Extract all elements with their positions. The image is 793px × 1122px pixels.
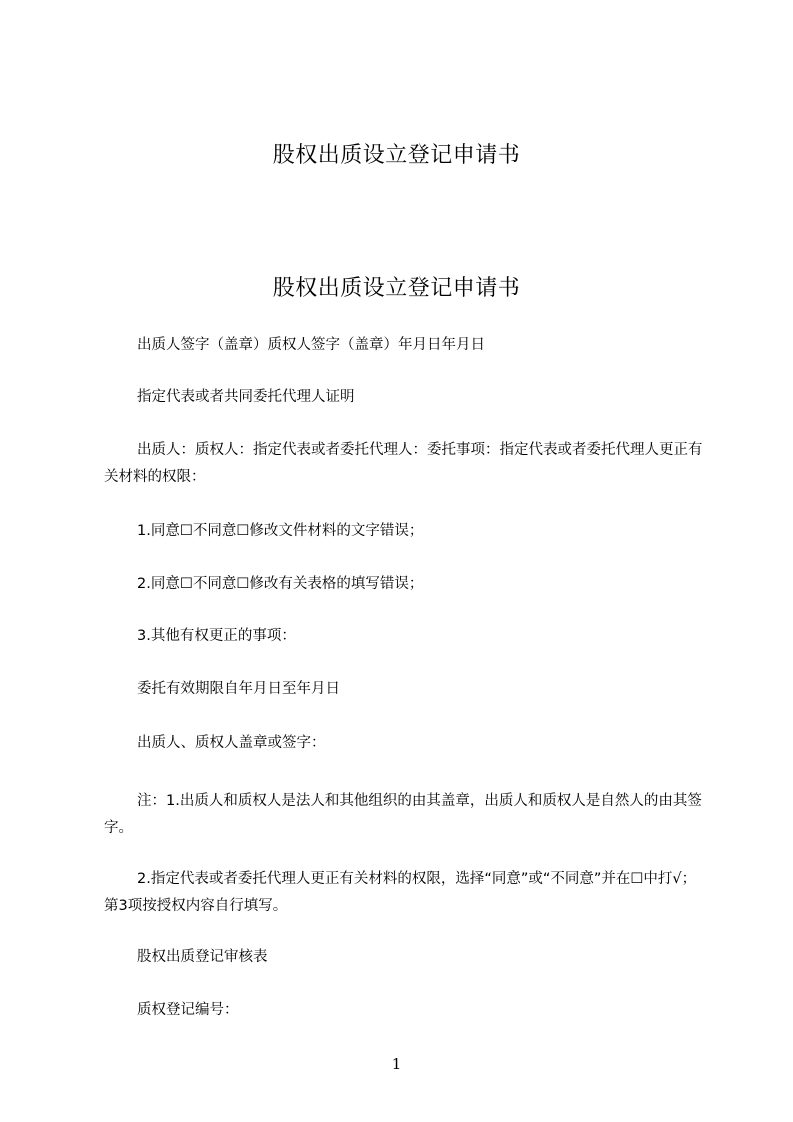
note-2: 2.指定代表或者委托代理人更正有关材料的权限，选择“同意”或“不同意”并在☐中打√；第3项按授权内容自行填写。 bbox=[104, 871, 697, 914]
seal-or-signature-line: 出质人、质权人盖章或签字： bbox=[137, 735, 326, 751]
validity-period: 委托有效期限自年月日至年月日 bbox=[137, 681, 340, 697]
pledge-registration-number: 质权登记编号： bbox=[137, 1002, 239, 1018]
proxy-details-paragraph: 出质人：质权人：指定代表或者委托代理人：委托事项：指定代表或者委托代理人更正有关材料的权限： bbox=[104, 442, 703, 485]
section-heading-proxy-certificate: 指定代表或者共同委托代理人证明 bbox=[137, 389, 355, 405]
permission-item-3: 3.其他有权更正的事项： bbox=[137, 628, 296, 644]
permission-item-2: 2.同意☐不同意☐修改有关表格的填写错误； bbox=[137, 576, 424, 592]
page-number: 1 bbox=[391, 1055, 402, 1073]
review-form-heading: 股权出质登记审核表 bbox=[137, 949, 268, 965]
document-header-title: 股权出质设立登记申请书 bbox=[272, 143, 521, 168]
permission-item-1: 1.同意☐不同意☐修改文件材料的文字错误； bbox=[137, 523, 424, 539]
signature-line: 出质人签字（盖章）质权人签字（盖章）年月日年月日 bbox=[137, 337, 485, 353]
document-title: 股权出质设立登记申请书 bbox=[272, 276, 521, 301]
note-1: 注：1.出质人和质权人是法人和其他组织的由其盖章，出质人和质权人是自然人的由其签字。 bbox=[104, 793, 702, 836]
